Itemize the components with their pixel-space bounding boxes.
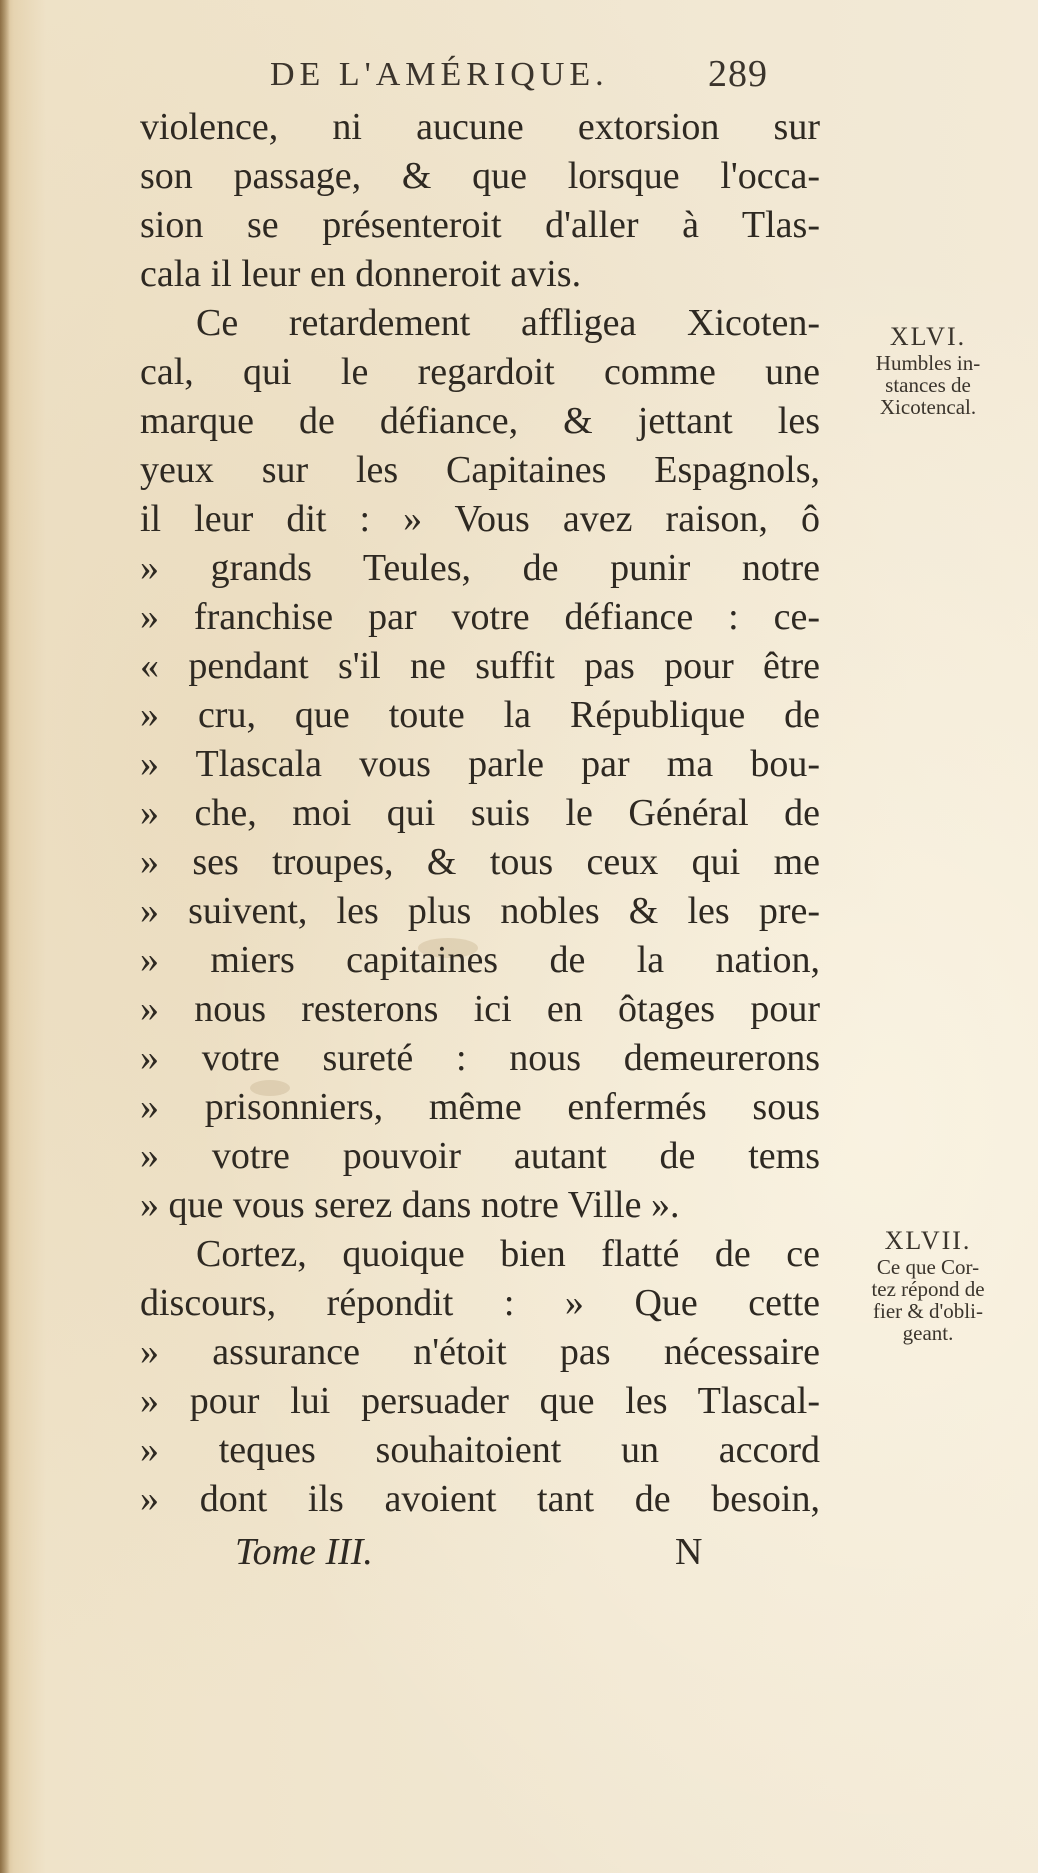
text-line: » grands Teules, de punir notre <box>140 547 820 589</box>
running-head-title: DE L'AMÉRIQUE. <box>270 56 609 93</box>
margin-note-xlvi <box>828 322 1028 418</box>
page-footer <box>235 1530 735 1590</box>
margin-note-line: tez répond de <box>871 1277 985 1301</box>
text-line: marque de défiance, & jettant les <box>140 400 820 442</box>
text-line: cala il leur en donneroit avis. <box>140 253 582 295</box>
text-line: son passage, & que lorsque l'occa- <box>140 155 820 197</box>
text-line: » che, moi qui suis le Général de <box>140 792 820 834</box>
margin-note-line: Ce que Cor- <box>876 1255 980 1279</box>
margin-note-number: XLVII. <box>884 1226 972 1255</box>
text-line: discours, répondit : » Que cette <box>140 1282 820 1324</box>
text-line: Ce retardement affligea Xicoten- <box>196 302 820 344</box>
text-line: cal, qui le regardoit comme une <box>140 351 820 393</box>
margin-note-line: stances de <box>885 373 971 397</box>
text-line: » dont ils avoient tant de besoin, <box>140 1478 820 1520</box>
margin-note-xlvii <box>828 1226 1028 1344</box>
text-line: » pour lui persuader que les Tlascal- <box>140 1380 820 1422</box>
margin-note-number: XLVI. <box>889 322 967 351</box>
text-line: » suivent, les plus nobles & les pre- <box>140 890 820 932</box>
text-line: » Tlascala vous parle par ma bou- <box>140 743 820 785</box>
text-line: » teques souhaitoient un accord <box>140 1429 820 1471</box>
text-line: » prisonniers, même enfermés sous <box>140 1086 820 1128</box>
text-line: » franchise par votre défiance : ce- <box>140 596 820 638</box>
text-line: » cru, que toute la République de <box>140 694 820 736</box>
body-text <box>140 103 820 1524</box>
text-line: Cortez, quoique bien flatté de ce <box>196 1233 820 1275</box>
text-line: » votre sureté : nous demeurerons <box>140 1037 820 1079</box>
text-line: » assurance n'étoit pas nécessaire <box>140 1331 820 1373</box>
text-line: « pendant s'il ne suffit pas pour être <box>140 645 820 687</box>
text-line: » votre pouvoir autant de tems <box>140 1135 820 1177</box>
margin-note-line: geant. <box>902 1321 954 1345</box>
margin-note-line: fier & d'obli- <box>873 1299 983 1323</box>
page-number: 289 <box>708 53 768 95</box>
text-line: » ses troupes, & tous ceux qui me <box>140 841 820 883</box>
running-head <box>270 52 790 104</box>
text-line: sion se présenteroit d'aller à Tlas- <box>140 204 820 246</box>
margin-note-line: Xicotencal. <box>879 395 977 419</box>
signature-mark: N <box>675 1531 703 1573</box>
text-line: » que vous serez dans notre Ville ». <box>140 1184 680 1226</box>
volume-label: Tome III. <box>235 1531 373 1573</box>
margin-note-line: Humbles in- <box>875 351 981 375</box>
text-line: » nous resterons ici en ôtages pour <box>140 988 820 1030</box>
text-line: il leur dit : » Vous avez raison, ô <box>140 498 820 540</box>
text-line: yeux sur les Capitaines Espagnols, <box>140 449 820 491</box>
page-edge-shadow <box>0 0 10 1873</box>
text-line: violence, ni aucune extorsion sur <box>140 106 820 148</box>
text-line: » miers capitaines de la nation, <box>140 939 820 981</box>
